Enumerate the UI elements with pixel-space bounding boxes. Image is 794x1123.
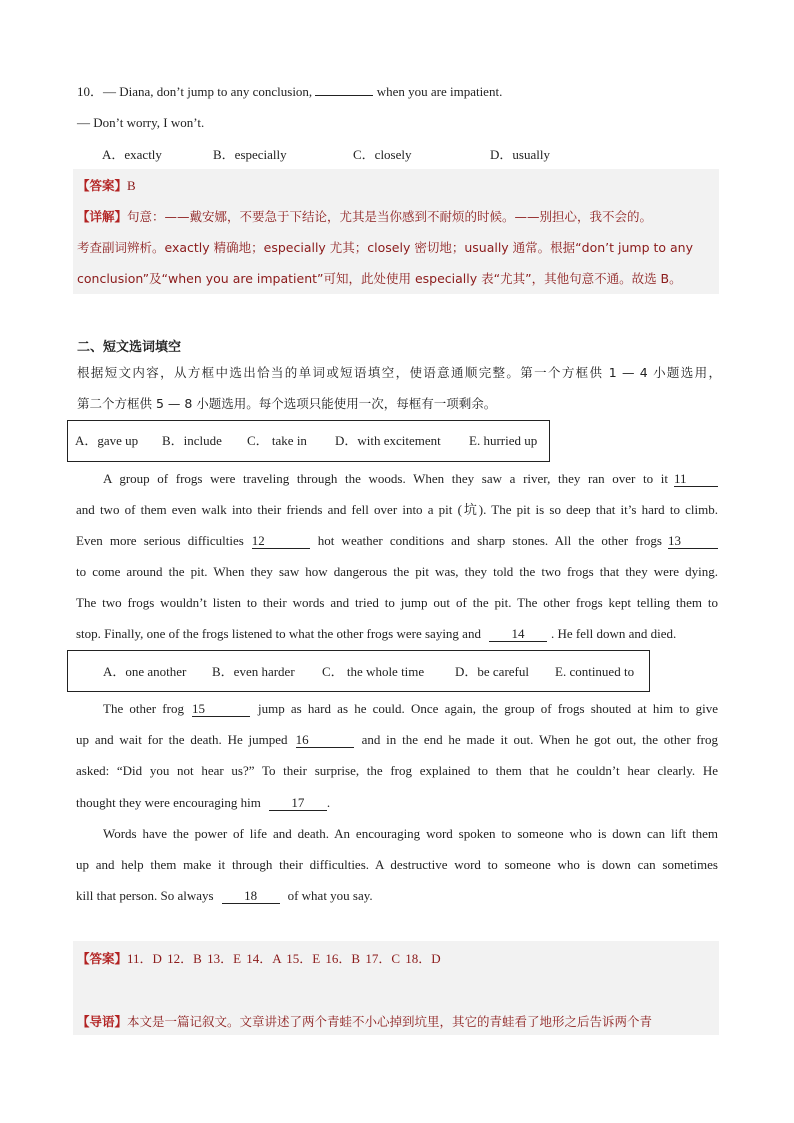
q10-stem-part2: when you are impatient. (373, 84, 503, 99)
text: of what you say. (287, 888, 373, 903)
guide-text: 本文是一篇记叙文。文章讲述了两个青蛙不小心掉到坑里，其它的青蛙看了地形之后告诉两个青 (127, 1014, 653, 1029)
section2-guide (77, 1013, 652, 1031)
text: A group of frogs were traveling through the woods. When they saw a river, they ran over to it (103, 471, 668, 486)
guide-tag: 【导语】 (77, 1014, 128, 1029)
passage-p2-line1 (76, 700, 718, 718)
box1-option-d: D．with excitement (335, 433, 441, 448)
passage-p2-line4 (76, 794, 718, 812)
q10-option-b: B．especially (213, 147, 287, 162)
box1-option-e: E. hurried up (469, 433, 538, 448)
box2-option-d: D．be careful (455, 664, 529, 679)
box2-option-e: E. continued to (555, 664, 635, 679)
text: and in the end he made it out. When he got out, the other frog (361, 732, 719, 747)
text: thought they were encouraging him (76, 795, 261, 810)
q10-blank (315, 95, 373, 96)
passage-p3-line3 (76, 887, 718, 905)
box1-option-c: C． take in (247, 433, 307, 448)
box1-option-b: B．include (162, 433, 222, 448)
passage-p2-line2 (76, 731, 718, 749)
text: Even more serious difficulties (76, 533, 244, 548)
text: The other frog (103, 701, 184, 716)
text: jump as hard as he could. Once again, the group of frogs shouted at him to give (257, 701, 718, 716)
box1-option-a: A．gave up (75, 433, 139, 448)
section-instructions-line1: 根据短文内容，从方框中选出恰当的单词或短语填空，使语意通顺完整。第一个方框供 1 — 4 小题选用， (77, 365, 721, 380)
passage-p2-line3: asked: “Did you not hear us?” To their surprise, the frog explained to them that he couldn’t hear clearly. He (76, 763, 718, 778)
q10-explanation-line1 (77, 208, 652, 226)
passage-p1-line4: to come around the pit. When they saw how dangerous the pit was, they told the two frogs that they were dying. (76, 564, 718, 579)
explain-tag: 【详解】 (77, 209, 128, 224)
section-instructions-line2: 第二个方框供 5 — 8 小题选用。每个选项只能使用一次，每框有一项剩余。 (77, 396, 497, 411)
blank-18: 18 (222, 889, 280, 904)
text: up and wait for the death. He jumped (76, 732, 288, 747)
text: kill that person. So always (76, 888, 214, 903)
passage-p1-line1 (76, 470, 718, 488)
passage-p1-line6 (76, 625, 718, 643)
question-10-reply: — Don’t worry, I won’t. (77, 115, 205, 130)
answer-tag: 【答案】 (77, 951, 128, 966)
answer-value: B (127, 178, 136, 193)
blank-11: 11 (674, 472, 718, 487)
section-heading: 二、短文选词填空 (77, 340, 182, 355)
passage-p3-line2: up and help them make it through their difficulties. A destructive word to someone who is down can sometimes (76, 857, 718, 872)
blank-17: 17 (269, 796, 327, 811)
blank-16: 16 (296, 733, 354, 748)
question-10-stem (77, 83, 502, 101)
passage-p1-line2: and two of them even walk into their friends and fell over into a pit (坑). The pit is so deep that it’s hard to climb. (76, 502, 718, 517)
explain-text-1: 句意：——戴安娜，不要急于下结论，尤其是当你感到不耐烦的时候。——别担心，我不会的。 (127, 209, 653, 224)
answer-values: 11．D 12．B 13．E 14．A 15．E 16．B 17．C 18．D (127, 951, 441, 966)
box2-option-a: A．one another (103, 664, 187, 679)
q10-option-d: D．usually (490, 147, 550, 162)
text: hot weather conditions and sharp stones. All the other frogs (317, 533, 662, 548)
blank-12: 12 (252, 534, 310, 549)
passage-p1-line3 (76, 532, 718, 550)
answer-tag: 【答案】 (77, 178, 128, 193)
q10-explanation-line2: 考查副词辨析。exactly 精确地；especially 尤其；closely 密切地；usually 通常。根据“don’t jump to any (77, 240, 693, 255)
q10-stem-part1: 10．— Diana, don’t jump to any conclusion, (77, 84, 316, 99)
q10-explanation-line3: conclusion”及“when you are impatient”可知，此处使用 especially 表“尤其”，其他句意不通。故选 B。 (77, 271, 682, 286)
q10-option-a: A．exactly (102, 147, 162, 162)
text: stop. Finally, one of the frogs listened to what the other frogs were saying and (76, 626, 481, 641)
blank-13: 13 (668, 534, 718, 549)
text: . He fell down and died. (550, 626, 677, 641)
text: . (326, 795, 331, 810)
box2-option-b: B．even harder (212, 664, 295, 679)
passage-p3-line1 (76, 825, 718, 843)
box2-option-c: C． the whole time (322, 664, 425, 679)
section2-answers (77, 950, 441, 968)
q10-option-c: C．closely (353, 147, 412, 162)
text: Words have the power of life and death. An encouraging word spoken to someone who is down can lift them (103, 826, 718, 841)
blank-15: 15 (192, 702, 250, 717)
blank-14: 14 (489, 627, 547, 642)
q10-answer (77, 177, 136, 195)
passage-p1-line5: The two frogs wouldn’t listen to their words and tried to jump out of the pit. The other frogs kept telling them to (76, 595, 718, 610)
